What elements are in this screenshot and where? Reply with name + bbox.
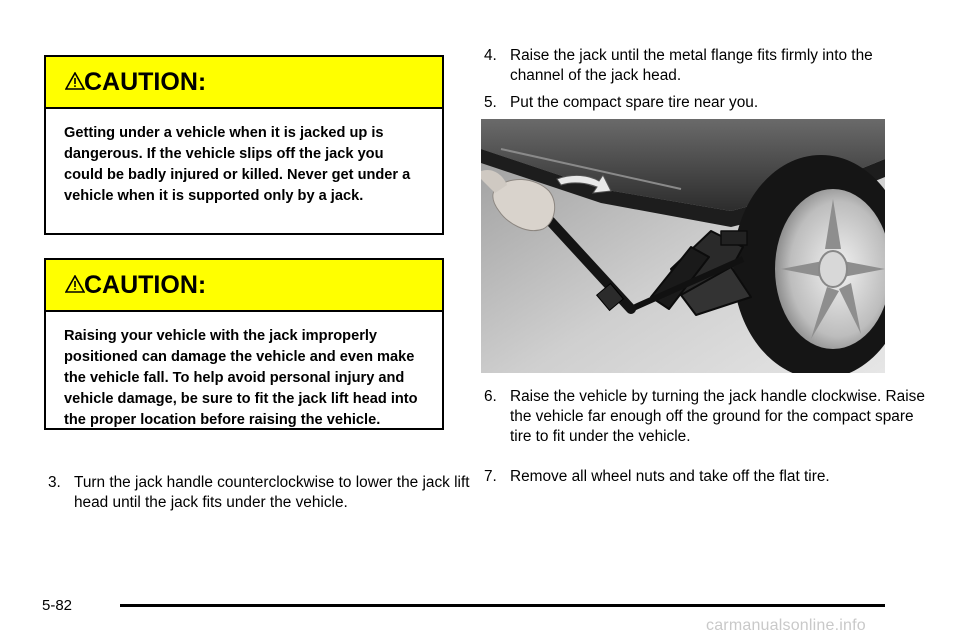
caution-header — [46, 57, 442, 109]
caution-title: CAUTION: — [84, 67, 207, 96]
page-number: 5-82 — [42, 597, 73, 614]
step-number: 7. — [484, 468, 497, 485]
step-4 — [484, 46, 930, 86]
step-text: Remove all wheel nuts and take off the flat tire. — [510, 468, 830, 485]
step-text: Put the compact spare tire near you. — [510, 94, 759, 111]
step-6 — [484, 387, 930, 447]
warning-triangle-icon — [65, 72, 85, 90]
step-number: 6. — [484, 388, 497, 405]
step-text: Raise the vehicle by turning the jack handle clockwise. Raise the vehicle far enough off the ground for the compact spare tire to fit under the vehicle. — [510, 388, 925, 445]
caution-box-1 — [44, 55, 444, 235]
step-5 — [484, 93, 930, 113]
jack-photo-illustration — [481, 119, 885, 373]
caution-text: Getting under a vehicle when it is jacked up is dangerous. If the vehicle slips off the jack you could be badly injured or killed. Never get under a vehicle when it is supported only by a jack. — [64, 125, 411, 204]
caution-header — [46, 260, 442, 312]
jack-handle-photo — [481, 119, 885, 373]
step-text: Turn the jack handle counterclockwise to lower the jack lift head until the jack fits under the vehicle. — [74, 474, 470, 511]
step-number: 4. — [484, 47, 497, 64]
step-7 — [484, 467, 930, 487]
step-text: Raise the jack until the metal flange fits firmly into the channel of the jack head. — [510, 47, 873, 84]
caution-text: Raising your vehicle with the jack improperly positioned can damage the vehicle and even make the vehicle fall. To help avoid personal injury and vehicle damage, be sure to fit the jack lift head into the proper location before raising the vehicle. — [64, 328, 418, 428]
caution-title: CAUTION: — [84, 270, 207, 299]
caution-box-2 — [44, 258, 444, 430]
step-number: 5. — [484, 94, 497, 111]
step-3 — [48, 473, 474, 513]
warning-triangle-icon — [65, 275, 85, 293]
footer-divider — [120, 604, 885, 607]
watermark: carmanualsonline.info — [706, 617, 866, 634]
step-number: 3. — [48, 474, 61, 491]
